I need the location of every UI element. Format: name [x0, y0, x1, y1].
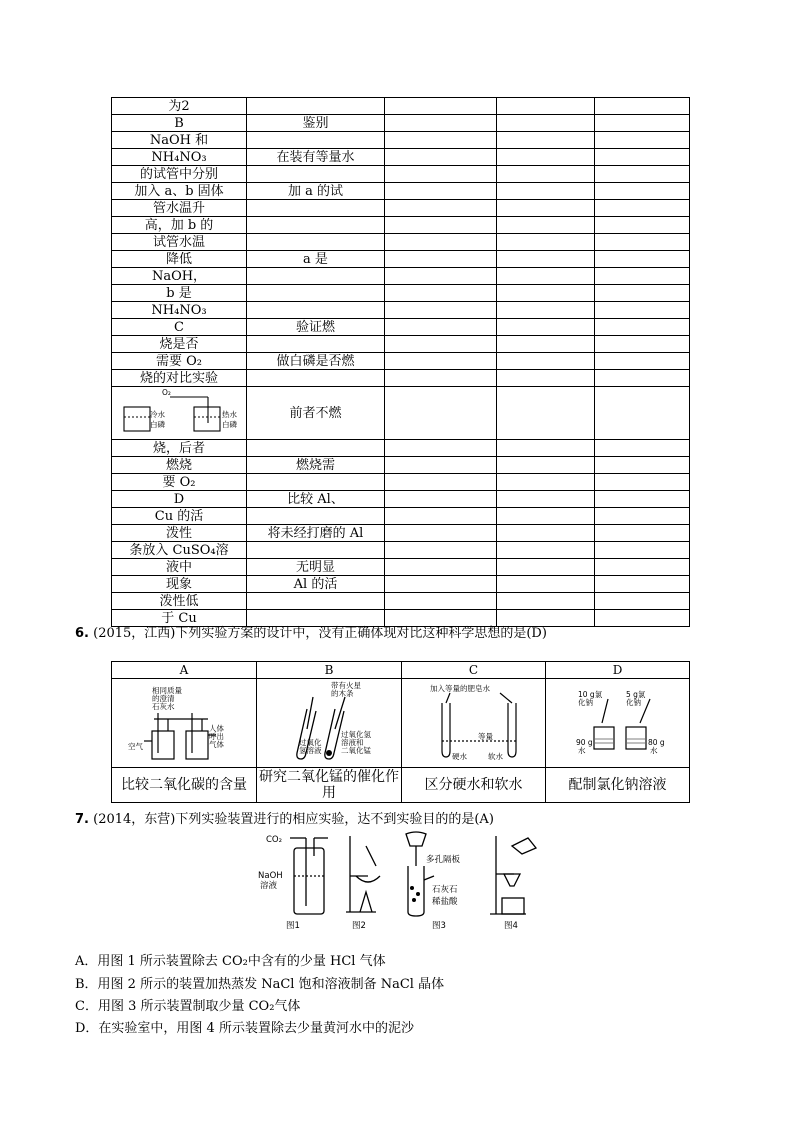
col-4-cell: [497, 491, 595, 508]
col-2-cell: [247, 200, 385, 217]
col-2-cell: [247, 593, 385, 610]
table-row: [112, 183, 690, 200]
table-row: [112, 285, 690, 302]
col-2-cell: 做白磷是否燃: [247, 353, 385, 370]
col-4-cell: [497, 387, 595, 440]
table-row: [112, 387, 690, 440]
col-1-cell: D: [112, 491, 247, 508]
svg-text:过氧化氢: 过氧化氢: [341, 730, 371, 739]
col-1-cell: 为2: [112, 98, 247, 115]
col-1-cell: 液中: [112, 559, 247, 576]
col-2-cell: [247, 302, 385, 319]
svg-text:石灰石: 石灰石: [432, 885, 458, 895]
option-a: A．用图 1 所示装置除去 CO₂中含有的少量 HCl 气体: [75, 954, 386, 969]
col-4-cell: [497, 166, 595, 183]
col-1-cell: C: [112, 319, 247, 336]
col-5-cell: [595, 610, 690, 627]
col-1-cell: NH₄NO₃: [112, 302, 247, 319]
col-1-cell: 试管水温: [112, 234, 247, 251]
col-4-cell: [497, 370, 595, 387]
col-1-cell: 于 Cu: [112, 610, 247, 627]
table-row: [112, 542, 690, 559]
table-row: [112, 234, 690, 251]
col-1-cell: 烧，后者: [112, 440, 247, 457]
table-row: [112, 149, 690, 166]
col-4-cell: [497, 576, 595, 593]
svg-text:化钠: 化钠: [625, 698, 641, 707]
col-4-cell: [497, 200, 595, 217]
svg-text:二氧化锰: 二氧化锰: [341, 746, 371, 755]
col-1-cell: 降低: [112, 251, 247, 268]
col-4-cell: [497, 474, 595, 491]
col-5-cell: [595, 370, 690, 387]
col-5-cell: [595, 559, 690, 576]
col-2-cell: [247, 268, 385, 285]
svg-text:空气: 空气: [128, 742, 143, 751]
col-3-cell: [385, 576, 497, 593]
col-5-cell: [595, 166, 690, 183]
col-1-cell: NH₄NO₃: [112, 149, 247, 166]
table-row: [112, 576, 690, 593]
apparatus-figures-1-4: [256, 826, 576, 934]
col-3-cell: [385, 336, 497, 353]
table-row: [112, 440, 690, 457]
col-4-cell: [497, 457, 595, 474]
col-4-cell: [497, 285, 595, 302]
col-5-cell: [595, 525, 690, 542]
svg-text:水: 水: [649, 746, 657, 755]
col-1-cell: 泼性: [112, 525, 247, 542]
caption-b: 研究二氧化锰的催化作用: [257, 768, 402, 803]
col-2-cell: 鉴别: [247, 115, 385, 132]
svg-text:5 g氯: 5 g氯: [625, 690, 645, 699]
table-row: [112, 559, 690, 576]
col-2-cell: [247, 440, 385, 457]
col-3-cell: [385, 251, 497, 268]
svg-text:硬水: 硬水: [451, 752, 467, 761]
col-2-cell: [247, 336, 385, 353]
col-3-cell: [385, 593, 497, 610]
table-row: [112, 491, 690, 508]
col-3-cell: [385, 268, 497, 285]
col-3-cell: [385, 149, 497, 166]
col-3-cell: [385, 234, 497, 251]
col-3-cell: [385, 370, 497, 387]
col-3-cell: [385, 285, 497, 302]
table-row: [112, 251, 690, 268]
question-7: [75, 808, 494, 827]
nacl-solution-apparatus: [548, 679, 688, 763]
option-d-figure: [546, 679, 690, 768]
col-2-cell: 将未经打磨的 Al: [247, 525, 385, 542]
col-2-cell: 验证燃: [247, 319, 385, 336]
col-4-cell: [497, 353, 595, 370]
col-2-cell: [247, 166, 385, 183]
col-4-cell: [497, 319, 595, 336]
svg-text:CO₂: CO₂: [266, 835, 283, 845]
col-2-cell: [247, 217, 385, 234]
col-2-cell: [247, 474, 385, 491]
col-5-cell: [595, 251, 690, 268]
question-number: 7.: [75, 812, 89, 827]
col-4-cell: [497, 217, 595, 234]
col-2-cell: [247, 508, 385, 525]
table-row: [112, 353, 690, 370]
table-row: [112, 593, 690, 610]
experiment-table-continued: [111, 97, 690, 627]
option-a-figure: [112, 679, 257, 768]
col-2-cell: Al 的活: [247, 576, 385, 593]
col-1-cell: B: [112, 115, 247, 132]
col-5-cell: [595, 132, 690, 149]
col-3-cell: [385, 319, 497, 336]
option-b: B．用图 2 所示的装置加热蒸发 NaCl 饱和溶液制备 NaCl 晶体: [75, 977, 445, 992]
svg-text:带有火星: 带有火星: [331, 681, 361, 690]
col-2-cell: [247, 132, 385, 149]
col-5-cell: [595, 200, 690, 217]
svg-text:90 g: 90 g: [575, 738, 593, 747]
col-2-cell: 无明显: [247, 559, 385, 576]
table-row: [112, 302, 690, 319]
col-4-cell: [497, 302, 595, 319]
svg-text:气体: 气体: [209, 740, 224, 749]
co2-compare-apparatus: [114, 679, 254, 763]
col-1-cell: 现象: [112, 576, 247, 593]
col-1-cell: NaOH 和: [112, 132, 247, 149]
col-5-cell: [595, 302, 690, 319]
col-3-cell: [385, 387, 497, 440]
table-row: [112, 268, 690, 285]
col-5-cell: [595, 508, 690, 525]
svg-text:水: 水: [577, 746, 585, 755]
col-2-cell: [247, 542, 385, 559]
col-3-cell: [385, 115, 497, 132]
col-5-cell: [595, 183, 690, 200]
col-2-cell: 燃烧需: [247, 457, 385, 474]
question-number: 6.: [75, 626, 89, 641]
svg-text:溶液和: 溶液和: [341, 738, 364, 747]
svg-text:过氧化: 过氧化: [299, 738, 322, 747]
mno2-catalysis-apparatus: [259, 679, 399, 763]
col-1-cell: 烧的对比实验: [112, 370, 247, 387]
svg-text:NaOH: NaOH: [258, 871, 283, 881]
col-4-cell: [497, 251, 595, 268]
col-header-c: C: [402, 662, 546, 679]
svg-text:人体: 人体: [209, 724, 224, 733]
col-2-cell: [247, 98, 385, 115]
col-3-cell: [385, 508, 497, 525]
col-5-cell: [595, 234, 690, 251]
svg-text:图3: 图3: [432, 921, 446, 931]
col-1-cell: [112, 387, 247, 440]
col-4-cell: [497, 508, 595, 525]
col-3-cell: [385, 542, 497, 559]
col-3-cell: [385, 166, 497, 183]
table-row: [112, 525, 690, 542]
option-c: C．用图 3 所示装置制取少量 CO₂气体: [75, 999, 301, 1014]
svg-text:热水: 热水: [222, 410, 237, 419]
col-4-cell: [497, 115, 595, 132]
caption-a: 比较二氧化碳的含量: [112, 768, 257, 803]
col-3-cell: [385, 353, 497, 370]
col-5-cell: [595, 353, 690, 370]
col-3-cell: [385, 183, 497, 200]
col-3-cell: [385, 200, 497, 217]
col-4-cell: [497, 98, 595, 115]
col-1-cell: 的试管中分别: [112, 166, 247, 183]
col-2-cell: 加 a 的试: [247, 183, 385, 200]
col-2-cell: [247, 370, 385, 387]
col-5-cell: [595, 98, 690, 115]
col-3-cell: [385, 217, 497, 234]
col-1-cell: 需要 O₂: [112, 353, 247, 370]
col-5-cell: [595, 319, 690, 336]
option-d: D．在实验室中，用图 4 所示装置除去少量黄河水中的泥沙: [75, 1021, 414, 1036]
svg-text:稀盐酸: 稀盐酸: [432, 897, 458, 907]
col-1-cell: 泼性低: [112, 593, 247, 610]
col-header-b: B: [257, 662, 402, 679]
col-3-cell: [385, 440, 497, 457]
col-5-cell: [595, 387, 690, 440]
col-5-cell: [595, 268, 690, 285]
svg-text:的澄清: 的澄清: [152, 694, 175, 703]
col-4-cell: [497, 336, 595, 353]
table-row: [112, 115, 690, 132]
col-2-cell: 在装有等量水: [247, 149, 385, 166]
col-4-cell: [497, 234, 595, 251]
svg-text:白磷: 白磷: [222, 420, 237, 429]
svg-text:图1: 图1: [286, 921, 300, 931]
table-row: [112, 132, 690, 149]
svg-text:冷水: 冷水: [150, 410, 165, 419]
col-1-cell: b 是: [112, 285, 247, 302]
phosphorus-burning-apparatus: [114, 387, 244, 435]
col-3-cell: [385, 559, 497, 576]
col-4-cell: [497, 149, 595, 166]
col-2-cell: 比较 Al、: [247, 491, 385, 508]
col-1-cell: 高，加 b 的: [112, 217, 247, 234]
col-1-cell: 条放入 CuSO₄溶: [112, 542, 247, 559]
col-header-d: D: [546, 662, 690, 679]
option-c-figure: [402, 679, 546, 768]
svg-text:图4: 图4: [504, 921, 518, 931]
table-row: [112, 508, 690, 525]
col-3-cell: [385, 525, 497, 542]
col-3-cell: [385, 491, 497, 508]
svg-text:化钠: 化钠: [577, 698, 593, 707]
col-1-cell: 要 O₂: [112, 474, 247, 491]
svg-text:10 g氯: 10 g氯: [577, 690, 602, 699]
table-row: [112, 98, 690, 115]
col-4-cell: [497, 559, 595, 576]
option-b-figure: [257, 679, 402, 768]
svg-text:石灰水: 石灰水: [152, 702, 175, 711]
col-1-cell: 加入 a、b 固体: [112, 183, 247, 200]
col-3-cell: [385, 474, 497, 491]
col-5-cell: [595, 542, 690, 559]
question-text: (2015，江西)下列实验方案的设计中，没有正确体现对比这种科学思想的是(D): [93, 626, 547, 641]
col-5-cell: [595, 336, 690, 353]
col-2-cell: [247, 285, 385, 302]
svg-text:白磷: 白磷: [150, 420, 165, 429]
col-3-cell: [385, 302, 497, 319]
col-4-cell: [497, 525, 595, 542]
table-row: [112, 336, 690, 353]
col-4-cell: [497, 268, 595, 285]
col-4-cell: [497, 593, 595, 610]
table-row: [112, 370, 690, 387]
col-2-cell: 前者不燃: [247, 387, 385, 440]
col-3-cell: [385, 457, 497, 474]
col-3-cell: [385, 98, 497, 115]
svg-text:加入等量的肥皂水: 加入等量的肥皂水: [429, 684, 490, 693]
col-5-cell: [595, 491, 690, 508]
col-1-cell: NaOH，: [112, 268, 247, 285]
col-5-cell: [595, 576, 690, 593]
col-1-cell: 管水温升: [112, 200, 247, 217]
table-row: [112, 457, 690, 474]
col-4-cell: [497, 183, 595, 200]
col-1-cell: 烧是否: [112, 336, 247, 353]
col-5-cell: [595, 217, 690, 234]
col-4-cell: [497, 132, 595, 149]
svg-text:溶液: 溶液: [260, 881, 278, 891]
col-5-cell: [595, 440, 690, 457]
svg-text:图2: 图2: [352, 921, 366, 931]
table-row: [112, 319, 690, 336]
svg-text:软水: 软水: [487, 752, 503, 761]
caption-d: 配制氯化钠溶液: [546, 768, 690, 803]
table-row: [112, 200, 690, 217]
question-6: [75, 622, 547, 641]
svg-text:等量: 等量: [477, 732, 493, 741]
svg-text:氢溶液: 氢溶液: [299, 746, 322, 755]
col-2-cell: [247, 234, 385, 251]
col-3-cell: [385, 132, 497, 149]
col-4-cell: [497, 542, 595, 559]
caption-c: 区分硬水和软水: [402, 768, 546, 803]
svg-text:O₂: O₂: [162, 388, 171, 397]
col-5-cell: [595, 457, 690, 474]
col-1-cell: Cu 的活: [112, 508, 247, 525]
table-row: [112, 474, 690, 491]
question-text: (2014，东营)下列实验装置进行的相应实验，达不到实验目的的是(A): [93, 812, 494, 827]
svg-text:呼出: 呼出: [209, 732, 224, 741]
hard-soft-water-apparatus: [404, 679, 544, 763]
svg-text:的木条: 的木条: [331, 689, 354, 698]
col-1-cell: 燃烧: [112, 457, 247, 474]
svg-text:相同质量: 相同质量: [152, 686, 182, 695]
col-4-cell: [497, 440, 595, 457]
col-5-cell: [595, 115, 690, 132]
col-header-a: A: [112, 662, 257, 679]
col-5-cell: [595, 474, 690, 491]
comparison-table: [111, 661, 690, 803]
col-5-cell: [595, 285, 690, 302]
table-row: [112, 166, 690, 183]
svg-text:80 g: 80 g: [647, 738, 665, 747]
col-5-cell: [595, 149, 690, 166]
col-5-cell: [595, 593, 690, 610]
col-2-cell: a 是: [247, 251, 385, 268]
svg-text:多孔隔板: 多孔隔板: [426, 855, 461, 865]
table-row: [112, 217, 690, 234]
